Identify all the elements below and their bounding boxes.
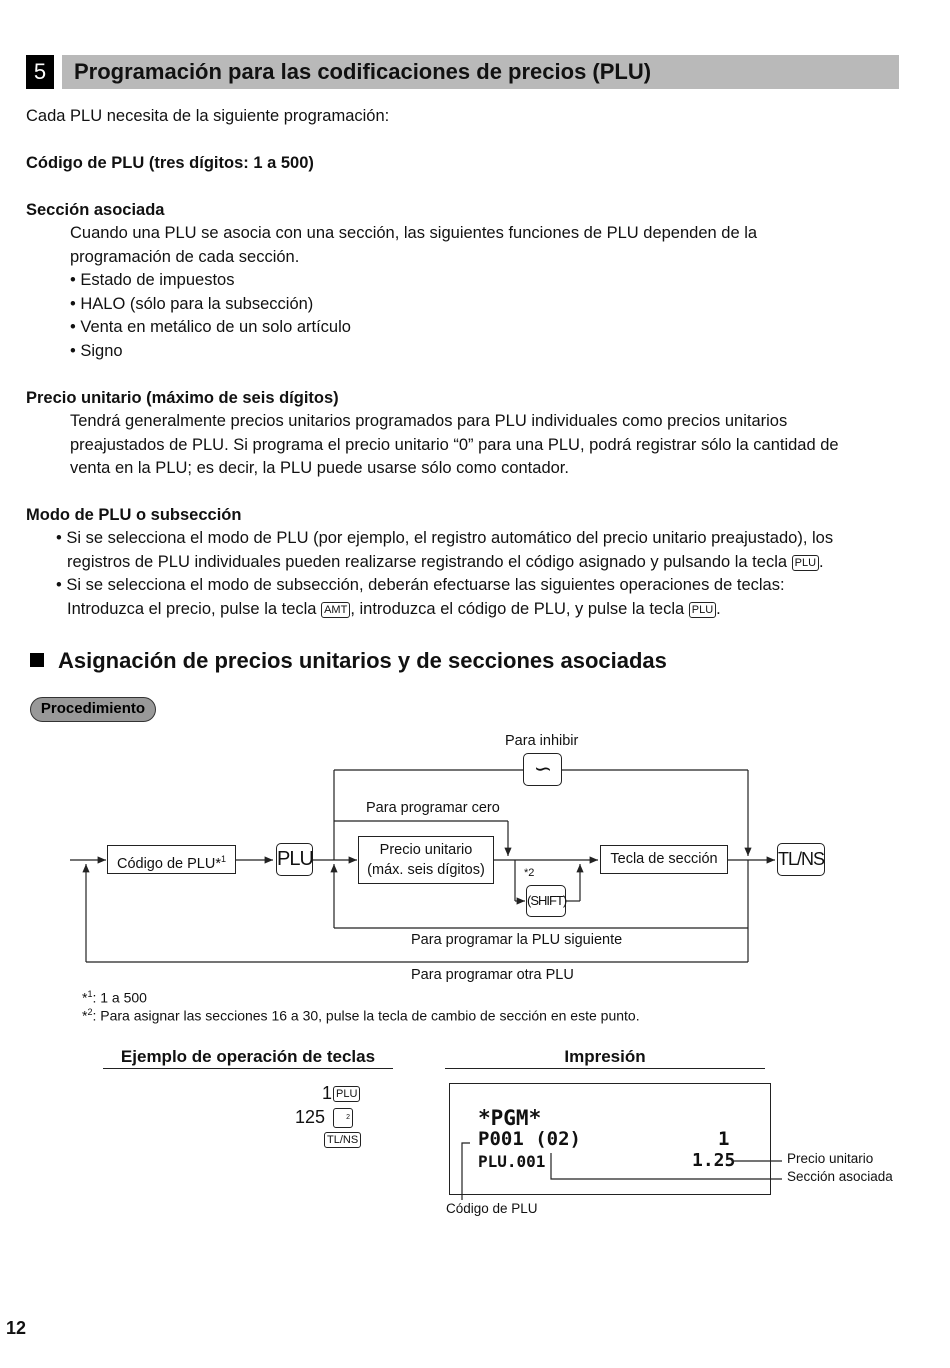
receipt-line-pgm: *PGM*: [478, 1106, 542, 1130]
associated-section-text: programación de cada sección.: [70, 248, 300, 266]
page-number: 12: [6, 1318, 27, 1338]
tlns-key-icon: TL/NS: [777, 843, 825, 876]
intro-text: Cada PLU necesita de la siguiente programación:: [26, 107, 390, 125]
callout-plu-code: Código de PLU: [446, 1201, 538, 1216]
amt-key-icon: AMT: [321, 602, 350, 618]
plu-mode-text-part: , introduzca el código de PLU, y pulse la tecla: [350, 600, 685, 618]
bullet-item: • HALO (sólo para la subsección): [70, 295, 314, 313]
section-key-box: Tecla de sección: [600, 845, 728, 874]
period: .: [716, 600, 721, 618]
associated-section-text: Cuando una PLU se asocia con una sección, las siguientes funciones de PLU dependen de la: [70, 224, 758, 242]
key-example-heading: Ejemplo de operación de teclas: [120, 1047, 376, 1066]
plu-code-heading: Código de PLU (tres dígitos: 1 a 500): [26, 154, 314, 172]
period: .: [819, 553, 824, 571]
plu-key-icon: PLU: [333, 1086, 360, 1102]
footnote-marker: 1: [220, 854, 226, 864]
section-number: 5: [26, 55, 54, 89]
footnote-text: : Para asignar las secciones 16 a 30, pulse la tecla de cambio de sección en este punto.: [92, 1007, 640, 1024]
receipt-line-code: P001 (02): [478, 1128, 581, 1150]
section-2-key-icon: 2: [333, 1108, 353, 1128]
plu-mode-heading: Modo de PLU o subsección: [26, 506, 242, 524]
plu-mode-text: • Si se selecciona el modo de PLU (por ejemplo, el registro automático del precio unitario preajustado), los: [56, 529, 834, 547]
print-heading: Impresión: [564, 1047, 646, 1066]
plu-key-icon: PLU: [689, 602, 716, 618]
bullet-item: • Venta en metálico de un solo artículo: [70, 318, 351, 336]
inhibit-key-icon: ∽: [523, 753, 562, 786]
label-para-inhibir: Para inhibir: [505, 733, 579, 749]
shift-key-icon: (SHIFT): [526, 885, 566, 917]
bullet-item: • Signo: [70, 342, 123, 360]
receipt-value-section: 1: [718, 1128, 730, 1150]
receipt-value-price: 1.25: [692, 1150, 736, 1171]
plu-mode-text-part: Introduzca el precio, pulse la tecla: [67, 600, 317, 618]
unit-price-text: preajustados de PLU. Si programa el precio unitario “0” para una PLU, podrá registrar sólo la cantidad de: [70, 436, 839, 454]
plu-mode-text-part: registros de PLU individuales pueden realizarse registrando el código asignado y pulsando la tecla: [67, 553, 788, 571]
footnote-sup: 1: [87, 989, 93, 999]
footnote-mark: *: [82, 1007, 88, 1024]
op-number: 125: [294, 1107, 325, 1127]
plu-code-box-label: Código de PLU*: [116, 855, 221, 872]
tlns-key-icon: TL/NS: [324, 1132, 361, 1148]
unit-price-box-line: (máx. seis dígitos): [367, 862, 485, 878]
callout-unit-price: Precio unitario: [787, 1151, 874, 1166]
op-number: 1: [321, 1083, 332, 1103]
footnote-marker-2: *2: [524, 867, 535, 879]
label-other-plu: Para programar otra PLU: [411, 967, 574, 983]
unit-price-text: Tendrá generalmente precios unitarios programados para PLU individuales como precios unitarios: [70, 412, 788, 430]
plu-key-icon: PLU: [792, 555, 819, 571]
footnote-sup: 2: [87, 1007, 93, 1017]
label-next-plu: Para programar la PLU siguiente: [411, 932, 623, 948]
unit-price-text: venta en la PLU; es decir, la PLU puede usarse sólo como contador.: [70, 459, 569, 477]
plu-key-icon: PLU: [276, 843, 313, 876]
footnote-text: : 1 a 500: [92, 989, 147, 1006]
footnote-mark: *: [82, 989, 88, 1006]
section-title: Programación para las codificaciones de precios (PLU): [62, 55, 899, 89]
procedure-badge: Procedimiento: [30, 697, 156, 722]
receipt-line-plu: PLU.001: [478, 1152, 546, 1171]
label-para-programar-cero: Para programar cero: [366, 800, 500, 816]
unit-price-box-line: Precio unitario: [379, 842, 473, 858]
assign-heading-text: Asignación de precios unitarios y de secciones asociadas: [58, 648, 667, 673]
plu-mode-text: • Si se selecciona el modo de subsección, deberán efectuarse las siguientes operaciones de teclas:: [56, 576, 785, 594]
unit-price-heading: Precio unitario (máximo de seis dígitos): [26, 389, 339, 407]
bullet-item: • Estado de impuestos: [70, 271, 235, 289]
callout-associated-section: Sección asociada: [787, 1169, 893, 1184]
associated-section-heading: Sección asociada: [26, 201, 165, 219]
